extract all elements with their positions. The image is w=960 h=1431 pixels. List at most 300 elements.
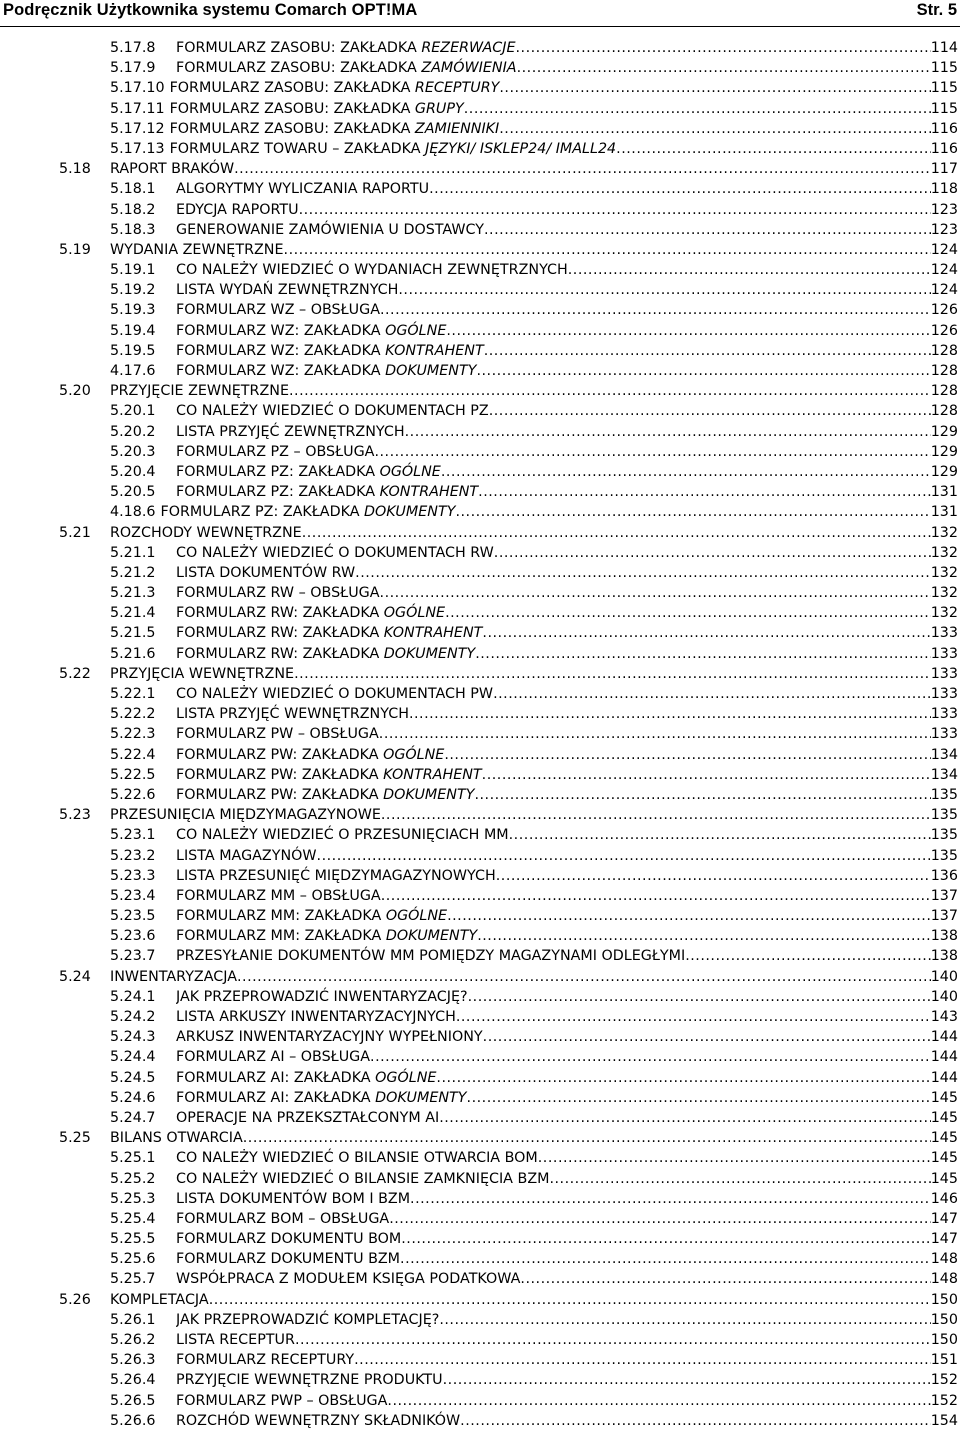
toc-entry[interactable] — [0, 704, 960, 724]
toc-entry[interactable] — [0, 1209, 960, 1229]
toc-entry[interactable] — [0, 321, 960, 341]
toc-entry-page: 150 — [930, 1291, 958, 1308]
toc-entry[interactable] — [0, 1350, 960, 1370]
toc-entry-title: FORMULARZ WZ: ZAKŁADKA — [176, 363, 386, 379]
toc-entry[interactable] — [0, 987, 960, 1007]
toc-entry-title: FORMULARZ ZASOBU: ZAKŁADKA — [169, 80, 415, 97]
toc-entry[interactable] — [0, 846, 960, 866]
toc-entry-number: 5.21.5 — [110, 625, 156, 642]
toc-dot-leader — [237, 967, 931, 987]
toc-entry-page: 146 — [930, 1190, 958, 1207]
toc-entry[interactable] — [0, 341, 960, 361]
toc-entry-page: 123 — [930, 201, 958, 218]
toc-dot-leader — [429, 179, 931, 199]
toc-dot-leader — [509, 825, 931, 845]
toc-entry[interactable] — [0, 543, 960, 563]
toc-entry[interactable] — [0, 381, 960, 401]
toc-entry-title: LISTA MAGAZYNÓW — [176, 847, 317, 864]
toc-entry-number: 5.22.6 — [110, 786, 156, 803]
toc-entry-number: 5.26.1 — [110, 1311, 156, 1328]
toc-entry[interactable] — [0, 623, 960, 643]
toc-entry-body — [176, 1411, 958, 1431]
toc-entry-body — [176, 1108, 958, 1128]
toc-entry[interactable] — [0, 1370, 960, 1390]
toc-entry-page: 116 — [930, 140, 958, 157]
toc-entry-number: 5.25.1 — [110, 1150, 156, 1167]
toc-dot-leader — [549, 1169, 930, 1189]
toc-entry-body — [176, 1350, 958, 1370]
toc-entry-title-italic: OGÓLNE — [383, 746, 445, 763]
toc-entry-page: 148 — [930, 1271, 958, 1288]
toc-entry-body — [176, 401, 958, 421]
toc-entry[interactable] — [0, 1290, 960, 1310]
toc-entry-title: FORMULARZ WZ: ZAKŁADKA — [176, 322, 386, 339]
toc-entry-body — [110, 119, 958, 139]
toc-entry-body — [176, 1169, 958, 1189]
toc-entry-number: 5.23.4 — [110, 887, 156, 904]
toc-entry-title: INWENTARYZACJA — [110, 968, 237, 985]
toc-entry-number: 5.26.5 — [110, 1392, 156, 1409]
toc-dot-leader — [436, 1068, 930, 1088]
toc-entry-title: GENEROWANIE ZAMÓWIENIA U DOSTAWCY — [176, 221, 485, 238]
toc-entry-title: FORMULARZ AI – OBSŁUGA — [176, 1049, 371, 1066]
toc-entry-number: 4.17.6 — [110, 363, 156, 379]
toc-entry-page: 145 — [930, 1089, 958, 1106]
toc-entry-page: 134 — [930, 766, 958, 783]
toc-dot-leader — [496, 866, 931, 886]
toc-entry[interactable] — [0, 300, 960, 320]
toc-entry[interactable] — [0, 1169, 960, 1189]
toc-entry-page: 147 — [930, 1210, 958, 1227]
toc-entry-page: 140 — [930, 968, 958, 985]
toc-entry-page: 134 — [930, 746, 958, 763]
toc-entry-body — [176, 886, 958, 906]
toc-entry[interactable] — [0, 1310, 960, 1330]
toc-entry-title-italic: KONTRAHENT — [379, 484, 479, 501]
toc-entry-number: 5.26.4 — [110, 1372, 156, 1389]
toc-entry-title: FORMULARZ PW: ZAKŁADKA — [176, 766, 384, 783]
toc-entry-title: FORMULARZ AI: ZAKŁADKA — [176, 1069, 376, 1086]
toc-entry-title: FORMULARZ MM: ZAKŁADKA — [176, 928, 386, 945]
toc-entry-title: JAK PRZEPROWADZIĆ KOMPLETACJĘ? — [176, 1311, 440, 1328]
toc-entry[interactable] — [0, 1128, 960, 1148]
toc-entry-body — [176, 341, 958, 361]
toc-entry-number: 5.20 — [59, 383, 91, 400]
toc-entry-page: 124 — [930, 282, 958, 299]
toc-entry-body — [176, 946, 958, 966]
toc-entry-page: 137 — [930, 908, 958, 925]
toc-entry-body — [176, 422, 958, 442]
toc-entry-body — [176, 1068, 958, 1088]
toc-entry-number: 5.25.2 — [110, 1170, 156, 1187]
toc-entry-title-italic: DOKUMENTY — [383, 645, 476, 662]
toc-entry-title: RAPORT BRAKÓW — [110, 161, 235, 178]
toc-entry-page: 151 — [930, 1352, 958, 1369]
toc-entry[interactable] — [0, 684, 960, 704]
toc-entry-title: PRZYJĘCIA WEWNĘTRZNE — [110, 665, 295, 682]
toc-entry-title: PRZESYŁANIE DOKUMENTÓW MM POMIĘDZY MAGAZYNAMI ODLEGŁYMI — [176, 948, 686, 965]
toc-entry-body — [110, 664, 958, 684]
toc-entry-page: 126 — [930, 302, 958, 319]
toc-entry-number: 5.24.3 — [110, 1029, 156, 1046]
toc-entry[interactable] — [0, 1088, 960, 1108]
toc-entry[interactable] — [0, 1108, 960, 1128]
toc-entry-body — [110, 967, 958, 987]
toc-entry[interactable] — [0, 805, 960, 825]
toc-entry-title: PRZYJĘCIE WEWNĘTRZNE PRODUKTU — [176, 1372, 443, 1389]
toc-entry-title: FORMULARZ MM – OBSŁUGA — [176, 887, 381, 904]
toc-entry-body — [176, 785, 958, 805]
toc-entry-number: 5.23.2 — [110, 847, 156, 864]
toc-entry[interactable] — [0, 179, 960, 199]
toc-entry-number: 5.26.2 — [110, 1332, 156, 1348]
toc-entry-page: 124 — [930, 262, 958, 279]
toc-entry-title: ARKUSZ INWENTARYZACYJNY WYPEŁNIONY — [176, 1029, 483, 1046]
toc-entry[interactable] — [0, 866, 960, 886]
toc-dot-leader — [456, 1007, 931, 1027]
toc-entry[interactable] — [0, 644, 960, 664]
toc-entry-number: 5.17.8 — [110, 40, 156, 56]
toc-entry-number: 5.21.4 — [110, 605, 156, 622]
toc-entry[interactable] — [0, 38, 960, 58]
toc-entry-title-italic: REZERWACJE — [421, 40, 516, 56]
toc-entry[interactable] — [0, 280, 960, 300]
toc-entry-title: LISTA ARKUSZY INWENTARYZACYJNYCH — [176, 1009, 456, 1025]
toc-entry-body — [110, 240, 958, 260]
toc-entry-title-italic: KONTRAHENT — [383, 766, 482, 783]
toc-dot-leader — [354, 1350, 931, 1370]
toc-entry-page: 133 — [930, 706, 958, 723]
toc-entry-page: 128 — [930, 363, 958, 379]
toc-entry-title: FORMULARZ PZ: ZAKŁADKA — [176, 484, 380, 501]
toc-entry[interactable] — [0, 1189, 960, 1209]
toc-entry-title: CO NALEŻY WIEDZIEĆ O BILANSIE OTWARCIA BOM — [176, 1150, 538, 1167]
toc-entry-title: FORMULARZ PW: ZAKŁADKA — [176, 786, 384, 803]
toc-entry-body — [176, 926, 958, 946]
toc-entry-title: FORMULARZ PZ – OBSŁUGA — [176, 443, 375, 460]
toc-dot-leader — [379, 724, 931, 744]
toc-entry-body — [110, 1290, 958, 1310]
toc-dot-leader — [299, 200, 931, 220]
toc-dot-leader — [294, 664, 931, 684]
toc-entry-number: 5.17.11 — [110, 100, 165, 117]
toc-dot-leader — [295, 1330, 931, 1350]
toc-entry-number: 5.24.5 — [110, 1069, 156, 1086]
toc-entry-body — [176, 543, 958, 563]
toc-entry-title: LISTA PRZYJĘĆ ZEWNĘTRZNYCH — [176, 423, 405, 440]
toc-entry-body — [176, 200, 958, 220]
toc-entry[interactable] — [0, 926, 960, 946]
toc-entry-title: FORMULARZ WZ – OBSŁUGA — [176, 302, 380, 319]
toc-entry-body — [110, 99, 958, 119]
toc-entry-page: 140 — [930, 988, 958, 1005]
toc-entry[interactable] — [0, 946, 960, 966]
toc-entry-number: 5.23.7 — [110, 948, 156, 965]
toc-entry[interactable] — [0, 99, 960, 119]
toc-entry-page: 133 — [930, 625, 958, 642]
toc-entry-title-italic: JĘZYKI/ ISKLEP24/ IMALL24 — [425, 140, 617, 157]
toc-entry[interactable] — [0, 523, 960, 543]
toc-entry-body — [176, 906, 958, 926]
toc-dot-leader — [493, 684, 931, 704]
toc-entry[interactable] — [0, 785, 960, 805]
toc-entry[interactable] — [0, 1391, 960, 1411]
toc-entry-number: 5.21.6 — [110, 645, 156, 662]
toc-entry[interactable] — [0, 220, 960, 240]
toc-dot-leader — [484, 220, 931, 240]
toc-entry[interactable] — [0, 200, 960, 220]
toc-entry-title: CO NALEŻY WIEDZIEĆ O DOKUMENTACH RW — [176, 544, 494, 561]
toc-dot-leader — [516, 38, 931, 58]
toc-entry-body — [176, 745, 958, 765]
toc-entry[interactable] — [0, 422, 960, 442]
toc-dot-leader — [489, 401, 931, 421]
toc-entry-title-italic: OGÓLNE — [375, 1069, 437, 1086]
toc-entry-number: 5.18 — [59, 161, 91, 178]
toc-dot-leader — [439, 1108, 931, 1128]
toc-entry[interactable] — [0, 603, 960, 623]
toc-entry[interactable] — [0, 361, 960, 381]
toc-dot-leader — [499, 119, 930, 139]
toc-entry-body — [176, 442, 958, 462]
toc-entry-page: 128 — [930, 383, 958, 400]
toc-entry-title-italic: OGÓLNE — [385, 322, 447, 339]
toc-dot-leader — [475, 644, 931, 664]
toc-entry[interactable] — [0, 664, 960, 684]
toc-entry-page: 135 — [930, 807, 958, 824]
toc-entry-body — [110, 502, 958, 522]
toc-entry-page: 115 — [930, 100, 958, 117]
toc-dot-leader — [460, 1411, 931, 1431]
toc-entry[interactable] — [0, 139, 960, 159]
toc-entry-title: FORMULARZ RW: ZAKŁADKA — [176, 645, 384, 662]
toc-entry[interactable] — [0, 502, 960, 522]
toc-entry-page: 129 — [930, 423, 958, 440]
toc-entry-page: 133 — [930, 726, 958, 743]
toc-entry-page: 150 — [930, 1332, 958, 1348]
toc-entry-number: 5.24.1 — [110, 988, 156, 1005]
toc-entry-title: FORMULARZ BOM – OBSŁUGA — [176, 1210, 390, 1227]
toc-entry-number: 5.22.2 — [110, 706, 156, 723]
toc-entry-number: 5.17.10 — [110, 80, 165, 97]
toc-entry-page: 145 — [930, 1170, 958, 1187]
toc-entry-number: 5.20.5 — [110, 484, 156, 501]
toc-entry-page: 150 — [930, 1311, 958, 1328]
toc-entry-number: 5.21 — [59, 524, 91, 541]
toc-dot-leader — [441, 462, 931, 482]
toc-entry-body — [176, 220, 958, 240]
toc-entry-title: CO NALEŻY WIEDZIEĆ O DOKUMENTACH PW — [176, 686, 494, 702]
toc-dot-leader — [482, 623, 930, 643]
toc-entry-page: 152 — [930, 1372, 958, 1389]
toc-entry-body — [110, 139, 958, 159]
toc-dot-leader — [209, 1290, 931, 1310]
toc-entry-page: 116 — [930, 120, 958, 137]
toc-entry-title-italic: OGÓLNE — [385, 908, 448, 925]
toc-entry-body — [176, 1209, 958, 1229]
toc-dot-leader — [444, 745, 930, 765]
toc-entry-title: FORMULARZ ZASOBU: ZAKŁADKA — [169, 120, 415, 137]
toc-entry-body — [176, 765, 958, 785]
toc-entry[interactable] — [0, 724, 960, 744]
toc-entry-title: LISTA RECEPTUR — [176, 1332, 295, 1348]
toc-dot-leader — [409, 704, 931, 724]
toc-entry-body — [176, 58, 958, 78]
toc-entry-number: 5.23.1 — [110, 827, 156, 844]
toc-entry[interactable] — [0, 1411, 960, 1431]
table-of-contents — [0, 38, 960, 1431]
toc-entry-number: 5.19.2 — [110, 282, 156, 299]
toc-entry-title-italic: DOKUMENTY — [375, 1089, 467, 1106]
toc-entry-number: 5.20.2 — [110, 423, 156, 440]
toc-dot-leader — [289, 381, 931, 401]
toc-entry-title: LISTA DOKUMENTÓW BOM I BZM — [176, 1190, 411, 1207]
toc-dot-leader — [616, 139, 931, 159]
toc-entry[interactable] — [0, 765, 960, 785]
toc-entry-body — [176, 704, 958, 724]
toc-dot-leader — [520, 1269, 930, 1289]
toc-entry-title-italic: OGÓLNE — [379, 463, 441, 480]
toc-entry-title: EDYCJA RAPORTU — [176, 201, 299, 218]
toc-entry-title: FORMULARZ DOKUMENTU BOM — [176, 1231, 402, 1248]
toc-entry-number: 5.23.5 — [110, 908, 156, 925]
toc-entry-number: 5.22 — [59, 665, 91, 682]
toc-entry-page: 136 — [930, 867, 958, 884]
toc-entry[interactable] — [0, 240, 960, 260]
toc-entry[interactable] — [0, 442, 960, 462]
toc-dot-leader — [439, 1310, 930, 1330]
toc-dot-leader — [234, 159, 931, 179]
toc-entry-body — [176, 866, 958, 886]
toc-entry-body — [176, 1148, 958, 1168]
toc-entry[interactable] — [0, 1148, 960, 1168]
toc-entry-title: JAK PRZEPROWADZIĆ INWENTARYZACJĘ? — [176, 988, 468, 1005]
toc-entry-title: FORMULARZ RW: ZAKŁADKA — [176, 605, 384, 622]
toc-entry-number: 5.21.3 — [110, 585, 156, 602]
toc-entry[interactable] — [0, 1269, 960, 1289]
toc-entry[interactable] — [0, 1027, 960, 1047]
toc-entry-title: FORMULARZ PZ: ZAKŁADKA — [160, 504, 365, 521]
toc-dot-leader — [302, 523, 931, 543]
toc-entry[interactable] — [0, 583, 960, 603]
toc-entry-page: 144 — [930, 1029, 958, 1046]
toc-entry[interactable] — [0, 1047, 960, 1067]
toc-entry[interactable] — [0, 401, 960, 421]
toc-entry-page: 126 — [930, 322, 958, 339]
toc-entry-body — [176, 583, 958, 603]
toc-entry-page: 138 — [930, 928, 958, 945]
toc-entry[interactable] — [0, 1068, 960, 1088]
toc-entry-number: 5.24 — [59, 968, 91, 985]
toc-entry-title: FORMULARZ RW – OBSŁUGA — [176, 585, 380, 602]
toc-entry-body — [176, 361, 958, 381]
toc-entry[interactable] — [0, 119, 960, 139]
toc-entry[interactable] — [0, 260, 960, 280]
toc-dot-leader — [381, 805, 931, 825]
toc-entry-page: 143 — [930, 1009, 958, 1025]
toc-entry-number: 5.19.1 — [110, 262, 156, 279]
toc-entry-page: 135 — [930, 847, 958, 864]
toc-entry-body — [176, 482, 958, 502]
toc-entry-number: 5.19.5 — [110, 342, 156, 359]
toc-entry-number: 5.18.2 — [110, 201, 156, 218]
toc-entry[interactable] — [0, 1229, 960, 1249]
toc-entry-title: OPERACJE NA PRZEKSZTAŁCONYM AI — [176, 1109, 440, 1126]
toc-dot-leader — [387, 1391, 930, 1411]
toc-entry-number: 5.26.3 — [110, 1352, 156, 1369]
toc-entry-number: 5.24.2 — [110, 1009, 156, 1025]
toc-entry[interactable] — [0, 78, 960, 98]
toc-entry-number: 5.18.3 — [110, 221, 156, 238]
toc-entry[interactable] — [0, 563, 960, 583]
toc-entry[interactable] — [0, 967, 960, 987]
toc-entry[interactable] — [0, 906, 960, 926]
toc-entry-number: 5.19.4 — [110, 322, 156, 339]
toc-entry[interactable] — [0, 159, 960, 179]
toc-entry-body — [176, 38, 958, 58]
toc-entry-title: FORMULARZ PW: ZAKŁADKA — [176, 746, 384, 763]
toc-entry-number: 4.18.6 — [110, 504, 156, 521]
toc-entry[interactable] — [0, 58, 960, 78]
toc-entry-title-italic: RECEPTURY — [414, 80, 500, 97]
toc-entry-title: FORMULARZ RECEPTURY — [176, 1352, 355, 1369]
toc-entry-body — [110, 78, 958, 98]
toc-dot-leader — [483, 1027, 931, 1047]
toc-entry-number: 5.17.13 — [110, 140, 165, 157]
toc-entry-title: FORMULARZ AI: ZAKŁADKA — [176, 1089, 376, 1106]
toc-entry-body — [110, 381, 958, 401]
toc-entry[interactable] — [0, 1007, 960, 1027]
toc-entry[interactable] — [0, 482, 960, 502]
toc-entry-title: FORMULARZ PZ: ZAKŁADKA — [176, 463, 380, 480]
toc-entry-title-italic: ZAMÓWIENIA — [421, 60, 517, 77]
toc-entry-title: LISTA WYDAŃ ZEWNĘTRZNYCH — [176, 282, 399, 299]
toc-entry-title: WSPÓŁPRACA Z MODUŁEM KSIĘGA PODATKOWA — [176, 1271, 521, 1288]
toc-entry-body — [110, 523, 958, 543]
toc-dot-leader — [445, 603, 931, 623]
toc-entry-title: FORMULARZ ZASOBU: ZAKŁADKA — [176, 60, 422, 77]
toc-entry-body — [176, 1310, 958, 1330]
toc-entry[interactable] — [0, 886, 960, 906]
toc-entry[interactable] — [0, 1330, 960, 1350]
toc-entry-title: KOMPLETACJA — [110, 1291, 209, 1308]
toc-entry-page: 137 — [930, 887, 958, 904]
toc-entry-body — [176, 825, 958, 845]
toc-entry-body — [176, 1229, 958, 1249]
toc-entry-body — [176, 623, 958, 643]
toc-entry-title-italic: KONTRAHENT — [383, 625, 483, 642]
toc-entry-title-italic: KONTRAHENT — [385, 342, 484, 359]
toc-entry-page: 115 — [930, 80, 958, 97]
toc-entry-number: 5.25.4 — [110, 1210, 156, 1227]
toc-entry-number: 5.25.7 — [110, 1271, 156, 1288]
toc-entry-number: 5.17.9 — [110, 60, 156, 77]
toc-entry[interactable] — [0, 825, 960, 845]
toc-entry-title: ALGORYTMY WYLICZANIA RAPORTU — [176, 181, 430, 198]
toc-entry-page: 129 — [930, 463, 958, 480]
toc-entry-body — [110, 805, 958, 825]
toc-entry-page: 133 — [930, 645, 958, 662]
toc-entry-number: 5.24.4 — [110, 1049, 156, 1066]
toc-entry[interactable] — [0, 745, 960, 765]
toc-entry-number: 5.26.6 — [110, 1412, 156, 1429]
toc-entry[interactable] — [0, 1249, 960, 1269]
toc-entry-page: 135 — [930, 786, 958, 803]
toc-entry-number: 5.25.3 — [110, 1190, 156, 1207]
toc-dot-leader — [447, 906, 931, 926]
toc-entry[interactable] — [0, 462, 960, 482]
toc-entry-page: 154 — [930, 1412, 958, 1429]
